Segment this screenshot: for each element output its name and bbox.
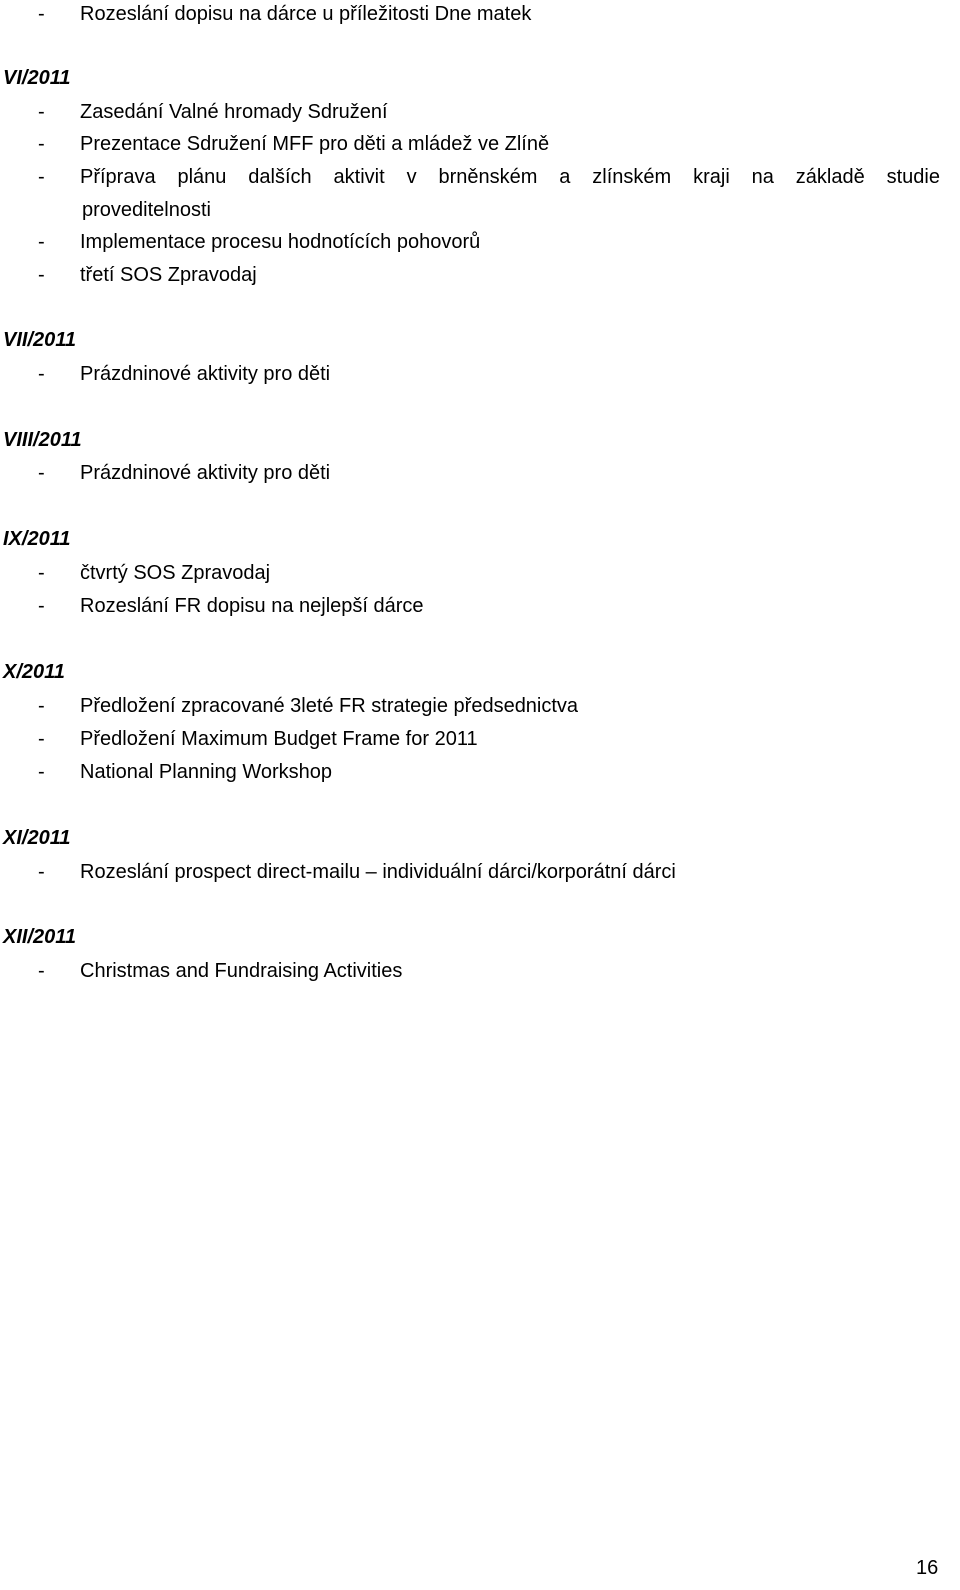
- list-dash: -: [38, 861, 45, 883]
- list-item-text: Implementace procesu hodnotících pohovorů: [80, 231, 481, 253]
- list-item-text: Rozeslání prospect direct-mailu – individuální dárci/korporátní dárci: [80, 861, 676, 883]
- list-dash: -: [38, 960, 45, 982]
- month-heading-vi: VI/2011: [3, 67, 71, 89]
- list-dash: -: [38, 264, 45, 286]
- list-dash: -: [38, 133, 45, 155]
- list-item-text: Zasedání Valné hromady Sdružení: [80, 101, 388, 123]
- list-item-text: čtvrtý SOS Zpravodaj: [80, 562, 271, 584]
- list-dash: -: [38, 695, 45, 717]
- list-item-text: Rozeslání FR dopisu na nejlepší dárce: [80, 595, 424, 617]
- list-dash: -: [38, 166, 45, 188]
- list-dash: -: [38, 231, 45, 253]
- list-item-text: Christmas and Fundraising Activities: [80, 960, 403, 982]
- list-dash: -: [38, 562, 45, 584]
- list-item-text: National Planning Workshop: [80, 761, 333, 783]
- list-item-text: Prázdninové aktivity pro děti: [80, 462, 331, 484]
- list-item-text: Příprava plánu dalších aktivit v brněnském a zlínském kraji na základě studie: [80, 166, 940, 188]
- list-item-text: Rozeslání dopisu na dárce u příležitosti Dne matek: [80, 3, 532, 25]
- list-item-text: třetí SOS Zpravodaj: [80, 264, 257, 286]
- list-item-continuation: proveditelnosti: [82, 199, 211, 221]
- month-heading-xi: XI/2011: [3, 827, 71, 849]
- month-heading-viii: VIII/2011: [3, 429, 82, 451]
- month-heading-xii: XII/2011: [3, 926, 77, 948]
- page-number: 16: [916, 1557, 939, 1579]
- list-dash: -: [38, 462, 45, 484]
- list-dash: -: [38, 728, 45, 750]
- list-dash: -: [38, 761, 45, 783]
- month-heading-x: X/2011: [3, 661, 65, 683]
- month-heading-ix: IX/2011: [3, 528, 71, 550]
- list-dash: -: [38, 3, 45, 25]
- list-dash: -: [38, 363, 45, 385]
- list-item-text: Předložení zpracované 3leté FR strategie předsednictva: [80, 695, 579, 717]
- month-heading-vii: VII/2011: [3, 329, 77, 351]
- list-dash: -: [38, 101, 45, 123]
- list-item-text: Prázdninové aktivity pro děti: [80, 363, 331, 385]
- list-item-text: Předložení Maximum Budget Frame for 2011: [80, 728, 478, 750]
- list-item-text: Prezentace Sdružení MFF pro děti a mládež ve Zlíně: [80, 133, 550, 155]
- list-dash: -: [38, 595, 45, 617]
